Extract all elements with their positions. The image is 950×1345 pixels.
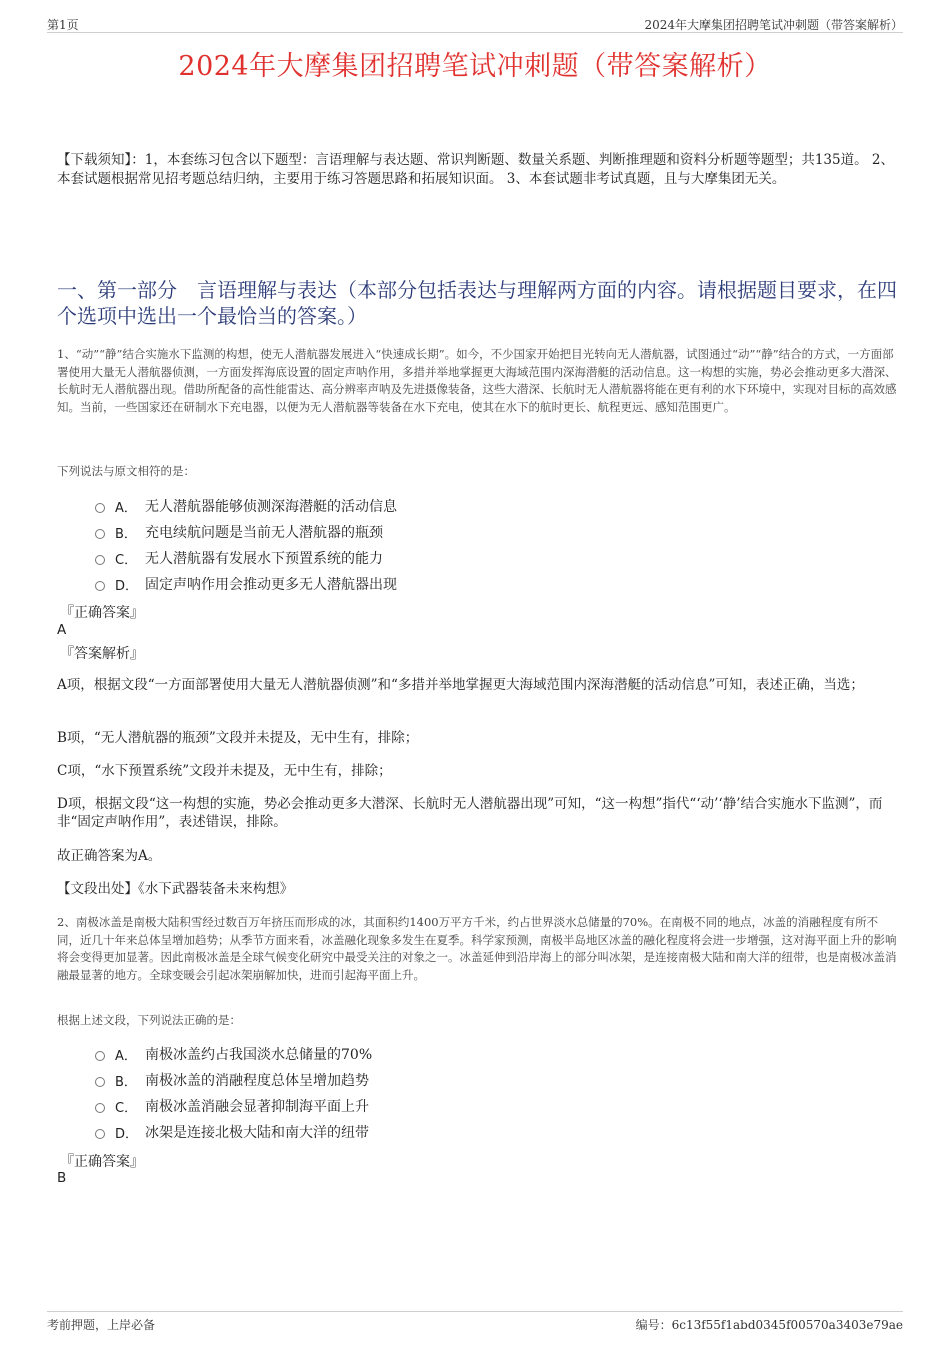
q2-answer-label: 『正确答案』	[60, 1154, 144, 1170]
option-letter: B．	[115, 1074, 137, 1090]
header-doc-title: 2024年大摩集团招聘笔试冲刺题（带答案解析）	[644, 18, 903, 32]
q2-option-a[interactable]	[95, 1041, 875, 1067]
radio-icon[interactable]	[95, 581, 105, 591]
q1-analysis-a: A项，根据文段“一方面部署使用大量无人潜航器侦测”和“多措并举地掌握更大海域范围内深海潜艇的活动信息”可知，表述正确，当选；	[57, 677, 864, 693]
option-letter: C．	[115, 1100, 138, 1116]
q1-answer-label: 『正确答案』	[60, 605, 144, 621]
option-text: 冰架是连接北极大陆和南大洋的纽带	[145, 1125, 369, 1141]
page-header	[47, 14, 903, 33]
q2-option-c[interactable]	[95, 1093, 875, 1119]
option-text: 南极冰盖的消融程度总体呈增加趋势	[145, 1073, 369, 1089]
option-letter: D．	[115, 1126, 139, 1142]
footer-doc-id: 编号：6c13f55f1abd0345f00570a3403e79ae	[635, 1318, 903, 1332]
q1-source: 【文段出处】《水下武器装备未来构想》	[57, 881, 294, 897]
option-text: 充电续航问题是当前无人潜航器的瓶颈	[145, 525, 383, 541]
option-text: 南极冰盖消融会显著抑制海平面上升	[145, 1099, 369, 1115]
q2-prompt: 根据上述文段，下列说法正确的是：	[57, 1013, 241, 1027]
radio-icon[interactable]	[95, 529, 105, 539]
q2-options	[95, 1041, 875, 1145]
q1-passage: 1、“动”“静”结合实施水下监测的构想，使无人潜航器发展进入“快速成长期”。如今，不少国家开始把目光转向无人潜航器，试图通过“动”“静”结合的方式，一方面部署使用大量无人潜航器侦测，一方面发挥海底设置的固定声呐作用，多措并举地掌握更大海域范围内深海潜艇的活动信息。这一构想的实施，势必会推动更多大潜深、长航时无人潜航器出现。借助所配备的高性能雷达、高分辨率声呐及先进摄像装备，这些大潜深、长航时无人潜航器将能在更有利的水下环境中，实现对目标的高效感知。当前，一些国家还在研制水下充电器，以便为无人潜航器等装备在水下充电，使其在水下的航时更长、航程更远、感知范围更广。	[57, 347, 897, 414]
q2-passage: 2、南极冰盖是南极大陆积雪经过数百万年挤压而形成的冰，其面积约1400万平方千米，约占世界淡水总储量的70%。在南极不同的地点，冰盖的消融程度有所不同，近几十年来总体呈增加趋势；从季节方面来看，冰盖融化现象多发生在夏季。科学家预测，南极半岛地区冰盖的融化程度将会进一步增强，这对海平面上升的影响将会变得更加显著。因此南极冰盖是全球气候变化研究中最受关注的对象之一。冰盖延伸到沿岸海上的部分叫冰架，是连接南极大陆和南大洋的纽带，也是南极冰盖消融最显著的地方。全球变暖会引起冰架崩解加快，进而引起海平面上升。	[57, 915, 897, 982]
section-title: 一、第一部分 言语理解与表达（本部分包括表达与理解两方面的内容。请根据题目要求，在四个选项中选出一个最恰当的答案。）	[57, 278, 897, 328]
q1-prompt: 下列说法与原文相符的是：	[57, 464, 195, 478]
radio-icon[interactable]	[95, 1129, 105, 1139]
radio-icon[interactable]	[95, 503, 105, 513]
option-letter: A．	[115, 500, 137, 516]
q1-option-d[interactable]	[95, 571, 875, 597]
option-letter: D．	[115, 578, 139, 594]
q1-answer: A	[57, 622, 67, 638]
q1-analysis-b: B项，“无人潜航器的瓶颈”文段并未提及，无中生有，排除；	[57, 730, 419, 746]
q1-options	[95, 493, 875, 597]
page-number: 第1页	[47, 18, 79, 32]
document-title: 2024年大摩集团招聘笔试冲刺题（带答案解析）	[178, 51, 772, 82]
option-text: 固定声呐作用会推动更多无人潜航器出现	[145, 577, 397, 593]
radio-icon[interactable]	[95, 1103, 105, 1113]
page-footer	[47, 1311, 903, 1332]
q1-option-b[interactable]	[95, 519, 875, 545]
q2-answer: B	[57, 1170, 67, 1186]
option-letter: C．	[115, 552, 138, 568]
q2-option-d[interactable]	[95, 1119, 875, 1145]
q1-analysis-d: D项，根据文段“这一构想的实施，势必会推动更多大潜深、长航时无人潜航器出现”可知，“这一构想”指代“‘动’‘静’结合实施水下监测”，而非“固定声呐作用”，表述错误，排除。	[57, 796, 883, 830]
radio-icon[interactable]	[95, 555, 105, 565]
q2-option-b[interactable]	[95, 1067, 875, 1093]
footer-slogan: 考前押题，上岸必备	[47, 1318, 156, 1332]
option-text: 无人潜航器能够侦测深海潜艇的活动信息	[145, 499, 397, 515]
radio-icon[interactable]	[95, 1077, 105, 1087]
q1-option-a[interactable]	[95, 493, 875, 519]
download-notice: 【下载须知】：1，本套练习包含以下题型：言语理解与表达题、常识判断题、数量关系题、判断推理题和资料分析题等题型；共135道。 2、本套试题根据常见招考题总结归纳，主要用于练习答题思路和拓展知识面。 3、本套试题非考试真题，且与大摩集团无关。	[57, 152, 894, 187]
q1-analysis-label: 『答案解析』	[60, 646, 144, 662]
option-text: 南极冰盖约占我国淡水总储量的70%	[145, 1047, 373, 1063]
radio-icon[interactable]	[95, 1051, 105, 1061]
option-text: 无人潜航器有发展水下预置系统的能力	[145, 551, 383, 567]
q1-conclusion: 故正确答案为A。	[57, 848, 162, 864]
q1-option-c[interactable]	[95, 545, 875, 571]
option-letter: B．	[115, 526, 137, 542]
option-letter: A．	[115, 1048, 137, 1064]
q1-analysis-c: C项，“水下预置系统”文段并未提及，无中生有，排除；	[57, 763, 392, 779]
